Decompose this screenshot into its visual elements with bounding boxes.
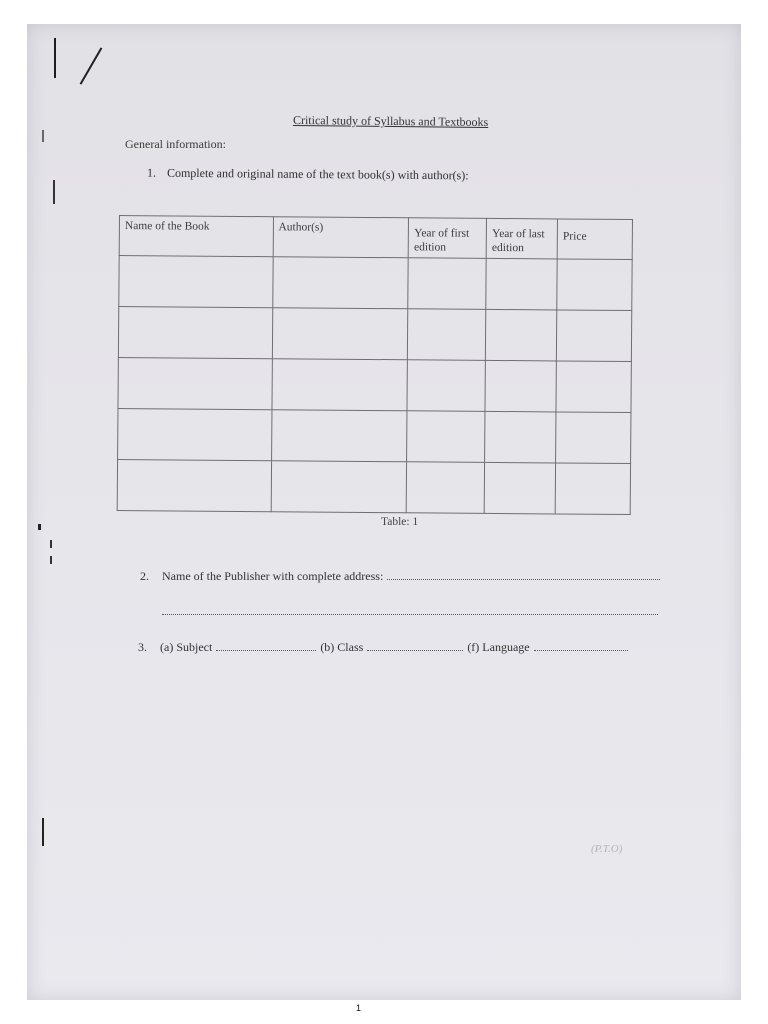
table-cell[interactable] [556, 412, 631, 464]
question-2 [140, 569, 660, 584]
class-label: (b) Class [320, 640, 364, 654]
pen-mark [38, 524, 41, 530]
subject-label: (a) Subject [160, 640, 213, 654]
table-cell[interactable] [555, 463, 630, 515]
table-cell[interactable] [119, 256, 273, 308]
table-cell[interactable] [557, 259, 632, 311]
table-cell[interactable] [486, 309, 557, 361]
header-price: Price [557, 219, 632, 260]
language-fill-line[interactable] [534, 640, 628, 651]
table-cell[interactable] [408, 258, 486, 310]
table-row [118, 408, 631, 463]
class-fill-line[interactable] [367, 640, 463, 651]
question-1 [147, 166, 469, 184]
header-year-last: Year of last edition [486, 218, 557, 259]
table-cell[interactable] [556, 361, 631, 413]
table-caption: Table: 1 [381, 516, 419, 528]
table-cell[interactable] [406, 462, 484, 514]
question-number: 2. [140, 569, 149, 583]
document-title: Critical study of Syllabus and Textbooks [292, 112, 489, 130]
table-row [117, 459, 630, 514]
pen-mark [53, 180, 55, 204]
table-cell[interactable] [484, 462, 555, 514]
header-authors: Author(s) [273, 217, 409, 258]
pen-mark [50, 540, 52, 548]
table-cell[interactable] [485, 360, 556, 412]
table-row [118, 307, 631, 362]
section-heading: General information: [125, 137, 226, 151]
book-table [117, 215, 633, 515]
table-cell[interactable] [117, 459, 271, 511]
table-cell[interactable] [486, 258, 557, 310]
table-cell[interactable] [118, 408, 272, 460]
pen-mark [54, 38, 56, 78]
table-cell[interactable] [271, 461, 407, 513]
table-cell[interactable] [271, 410, 407, 462]
table-header-row [119, 216, 632, 260]
table-cell[interactable] [118, 307, 272, 359]
question-text: Complete and original name of the text book(s) with author(s): [166, 165, 469, 183]
pen-mark [42, 818, 44, 846]
table-cell[interactable] [118, 357, 272, 409]
language-label: (f) Language [467, 640, 530, 654]
publisher-fill-line[interactable] [387, 569, 660, 580]
table-cell[interactable] [272, 257, 408, 309]
header-year-first: Year of first edition [409, 218, 487, 259]
table-row [119, 256, 632, 311]
table-cell[interactable] [485, 411, 556, 463]
publisher-address-fill-line[interactable] [162, 604, 658, 615]
header-book-name: Name of the Book [119, 216, 273, 257]
question-3 [138, 640, 660, 655]
table-cell[interactable] [272, 359, 408, 411]
question-text: Name of the Publisher with complete address: [162, 569, 384, 583]
table-cell[interactable] [407, 411, 485, 463]
subject-fill-line[interactable] [216, 640, 316, 651]
page-number: 1 [356, 1003, 362, 1013]
table-cell[interactable] [272, 308, 408, 360]
table-cell[interactable] [407, 360, 485, 412]
question-number: 3. [138, 640, 147, 654]
table-row [118, 357, 631, 412]
question-number: 1. [146, 165, 157, 180]
table-cell[interactable] [408, 309, 486, 361]
pen-mark [42, 130, 44, 142]
pto-note: (P.T.O) [591, 843, 623, 855]
pen-mark [50, 556, 52, 564]
table-cell[interactable] [556, 310, 631, 362]
